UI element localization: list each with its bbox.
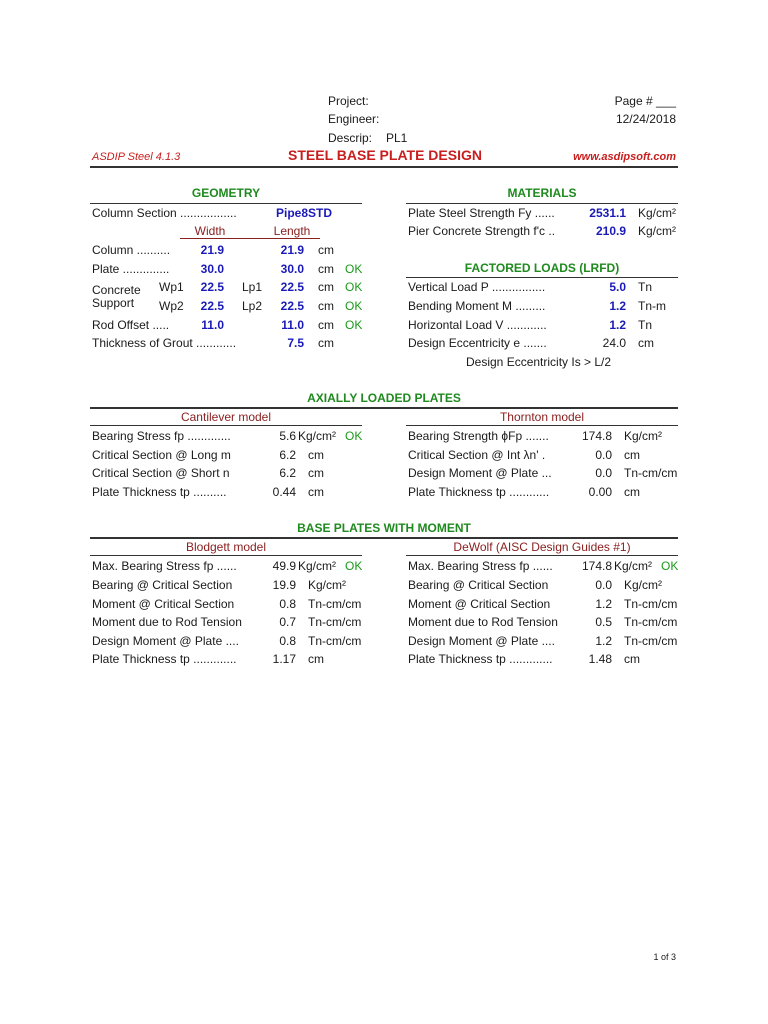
geometry-title: GEOMETRY bbox=[191, 186, 261, 200]
wp2-label: Wp2 bbox=[159, 299, 184, 313]
cantilever-row-label: Plate Thickness tp .......... bbox=[92, 485, 227, 499]
website-link[interactable]: www.asdipsoft.com bbox=[573, 151, 676, 163]
wp1-value: 22.5 bbox=[200, 280, 224, 294]
descrip-value: PL1 bbox=[386, 131, 408, 145]
plate-length: 30.0 bbox=[280, 262, 304, 276]
page-number: 1 of 3 bbox=[653, 952, 676, 962]
thornton-row-label: Design Moment @ Plate ... bbox=[408, 466, 552, 480]
lp2-value: 22.5 bbox=[280, 299, 304, 313]
horizontal-load-value: 1.2 bbox=[609, 318, 626, 332]
cantilever-row-value: 6.2 bbox=[279, 448, 296, 462]
thornton-row-unit: Kg/cm² bbox=[624, 429, 663, 443]
rod-offset-unit: cm bbox=[318, 318, 334, 332]
plate-unit: cm bbox=[318, 262, 334, 276]
dewolf-row-label: Max. Bearing Stress fp ...... bbox=[408, 559, 553, 573]
cantilever-row-unit: Kg/cm² bbox=[298, 429, 337, 443]
fy-label: Plate Steel Strength Fy ...... bbox=[408, 206, 555, 220]
blodgett-divider bbox=[90, 555, 362, 556]
dewolf-row-value: 1.2 bbox=[595, 597, 612, 611]
cantilever-title: Cantilever model bbox=[180, 410, 272, 424]
thornton-row-unit: cm bbox=[624, 485, 640, 499]
fy-unit: Kg/cm² bbox=[638, 206, 677, 220]
fc-label: Pier Concrete Strength f'c .. bbox=[408, 224, 556, 238]
cantilever-row-label: Critical Section @ Long m bbox=[92, 448, 231, 462]
rod-offset-ok: OK bbox=[345, 318, 363, 332]
grout-thickness-label: Thickness of Grout ............ bbox=[92, 336, 237, 350]
cantilever-row-value: 5.6 bbox=[279, 429, 296, 443]
cantilever-row-unit: cm bbox=[308, 485, 324, 499]
dewolf-row-label: Bearing @ Critical Section bbox=[408, 578, 549, 592]
materials-title: MATERIALS bbox=[507, 186, 577, 200]
page-title: STEEL BASE PLATE DESIGN bbox=[288, 147, 482, 163]
column-section-label: Column Section ................. bbox=[92, 206, 237, 220]
blodgett-row-ok: OK bbox=[345, 559, 363, 573]
blodgett-row-value: 0.8 bbox=[279, 634, 296, 648]
dewolf-row-unit: Kg/cm² bbox=[614, 559, 653, 573]
concrete-label: Concrete bbox=[92, 283, 141, 297]
dewolf-row-label: Moment @ Critical Section bbox=[408, 597, 551, 611]
eccentricity-label: Design Eccentricity e ....... bbox=[408, 336, 547, 350]
blodgett-row-label: Moment @ Critical Section bbox=[92, 597, 235, 611]
engineer-label: Engineer: bbox=[328, 112, 380, 126]
cantilever-row-label: Critical Section @ Short n bbox=[92, 466, 230, 480]
blodgett-row-unit: Kg/cm² bbox=[308, 578, 347, 592]
bending-moment-unit: Tn-m bbox=[638, 299, 666, 313]
blodgett-row-label: Moment due to Rod Tension bbox=[92, 615, 242, 629]
length-header: Length bbox=[273, 224, 311, 238]
support-label: Support bbox=[92, 296, 135, 310]
rod-offset-label: Rod Offset ..... bbox=[92, 318, 170, 332]
wp1-ok: OK bbox=[345, 280, 363, 294]
blodgett-row-unit: cm bbox=[308, 652, 324, 666]
cantilever-row-ok: OK bbox=[345, 429, 363, 443]
rod-offset-length: 11.0 bbox=[281, 318, 304, 332]
bending-moment-value: 1.2 bbox=[609, 299, 626, 313]
thornton-row-value: 0.0 bbox=[595, 466, 612, 480]
column-unit: cm bbox=[318, 243, 334, 257]
thornton-title: Thornton model bbox=[499, 410, 585, 424]
plate-width: 30.0 bbox=[200, 262, 224, 276]
dewolf-row-value: 1.48 bbox=[588, 652, 612, 666]
cantilever-divider bbox=[90, 425, 362, 426]
thornton-row-value: 174.8 bbox=[581, 429, 612, 443]
grout-thickness-value: 7.5 bbox=[287, 336, 304, 350]
axial-title: AXIALLY LOADED PLATES bbox=[307, 391, 461, 405]
width-header: Width bbox=[194, 224, 226, 238]
dewolf-row-unit: Kg/cm² bbox=[624, 578, 663, 592]
dewolf-row-unit: Tn-cm/cm bbox=[624, 634, 678, 648]
dewolf-divider bbox=[406, 555, 678, 556]
blodgett-row-label: Max. Bearing Stress fp ...... bbox=[92, 559, 237, 573]
wp1-label: Wp1 bbox=[159, 280, 184, 294]
plate-ok: OK bbox=[345, 262, 363, 276]
blodgett-row-value: 0.7 bbox=[279, 615, 296, 629]
cantilever-row-unit: cm bbox=[308, 448, 324, 462]
fc-unit: Kg/cm² bbox=[638, 224, 677, 238]
descrip-label: Descrip: bbox=[328, 131, 373, 145]
column-label: Column .......... bbox=[92, 243, 171, 257]
rod-offset-width: 11.0 bbox=[201, 318, 224, 332]
eccentricity-note: Design Eccentricity Is > L/2 bbox=[466, 355, 612, 369]
dewolf-row-label: Design Moment @ Plate .... bbox=[408, 634, 555, 648]
dewolf-row-unit: cm bbox=[624, 652, 640, 666]
blodgett-row-unit: Kg/cm² bbox=[298, 559, 337, 573]
loads-divider bbox=[406, 277, 678, 278]
thornton-row-label: Critical Section @ Int λn' . bbox=[408, 448, 546, 462]
fy-value: 2531.1 bbox=[589, 206, 626, 220]
cantilever-row-value: 6.2 bbox=[279, 466, 296, 480]
software-name: ASDIP Steel 4.1.3 bbox=[92, 151, 181, 163]
lp2-label: Lp2 bbox=[242, 299, 263, 313]
blodgett-row-label: Design Moment @ Plate .... bbox=[92, 634, 239, 648]
blodgett-row-unit: Tn-cm/cm bbox=[308, 615, 362, 629]
wp2-unit: cm bbox=[318, 299, 334, 313]
blodgett-title: Blodgett model bbox=[185, 540, 267, 554]
dewolf-row-label: Plate Thickness tp ............. bbox=[408, 652, 553, 666]
thornton-divider bbox=[406, 425, 678, 426]
dewolf-row-unit: Tn-cm/cm bbox=[624, 615, 678, 629]
blodgett-row-value: 49.9 bbox=[272, 559, 296, 573]
thornton-row-value: 0.00 bbox=[588, 485, 612, 499]
fc-value: 210.9 bbox=[595, 224, 626, 238]
column-width: 21.9 bbox=[200, 243, 224, 257]
dewolf-row-value: 0.5 bbox=[595, 615, 612, 629]
cantilever-row-label: Bearing Stress fp ............. bbox=[92, 429, 231, 443]
dewolf-row-value: 0.0 bbox=[595, 578, 612, 592]
thornton-row-unit: cm bbox=[624, 448, 640, 462]
width-length-underline bbox=[180, 238, 320, 239]
loads-title: FACTORED LOADS (LRFD) bbox=[464, 261, 620, 275]
moment-divider bbox=[90, 537, 678, 539]
eccentricity-unit: cm bbox=[638, 336, 654, 350]
vertical-load-value: 5.0 bbox=[609, 280, 626, 294]
bending-moment-label: Bending Moment M ......... bbox=[408, 299, 546, 313]
materials-divider bbox=[406, 203, 678, 204]
blodgett-row-value: 1.17 bbox=[272, 652, 296, 666]
thornton-row-label: Plate Thickness tp ............ bbox=[408, 485, 550, 499]
axial-divider bbox=[90, 407, 678, 409]
wp2-ok: OK bbox=[345, 299, 363, 313]
blodgett-row-unit: Tn-cm/cm bbox=[308, 634, 362, 648]
dewolf-row-unit: Tn-cm/cm bbox=[624, 597, 678, 611]
thornton-row-label: Bearing Strength ϕFp ....... bbox=[408, 429, 549, 443]
blodgett-row-value: 19.9 bbox=[272, 578, 296, 592]
horizontal-load-label: Horizontal Load V ............ bbox=[408, 318, 547, 332]
blodgett-row-value: 0.8 bbox=[279, 597, 296, 611]
horizontal-load-unit: Tn bbox=[638, 318, 653, 332]
cantilever-row-unit: cm bbox=[308, 466, 324, 480]
column-section-value: Pipe8STD bbox=[275, 206, 332, 220]
blodgett-row-label: Bearing @ Critical Section bbox=[92, 578, 233, 592]
report-date: 12/24/2018 bbox=[615, 112, 676, 126]
lp1-value: 22.5 bbox=[280, 280, 304, 294]
grout-thickness-unit: cm bbox=[318, 336, 334, 350]
dewolf-row-value: 174.8 bbox=[581, 559, 612, 573]
vertical-load-label: Vertical Load P ................ bbox=[408, 280, 546, 294]
project-label: Project: bbox=[328, 94, 369, 108]
dewolf-row-value: 1.2 bbox=[595, 634, 612, 648]
moment-title: BASE PLATES WITH MOMENT bbox=[297, 521, 471, 535]
thornton-row-unit: Tn-cm/cm bbox=[624, 466, 678, 480]
wp1-unit: cm bbox=[318, 280, 334, 294]
dewolf-title: DeWolf (AISC Design Guides #1) bbox=[453, 540, 631, 554]
thornton-row-value: 0.0 bbox=[595, 448, 612, 462]
vertical-load-unit: Tn bbox=[638, 280, 653, 294]
column-length: 21.9 bbox=[280, 243, 304, 257]
eccentricity-value: 24.0 bbox=[602, 336, 626, 350]
header-divider bbox=[90, 166, 678, 168]
dewolf-row-label: Moment due to Rod Tension bbox=[408, 615, 558, 629]
page-label: Page # ___ bbox=[614, 94, 676, 108]
lp1-label: Lp1 bbox=[242, 280, 263, 294]
wp2-value: 22.5 bbox=[200, 299, 224, 313]
blodgett-row-label: Plate Thickness tp ............. bbox=[92, 652, 237, 666]
geometry-divider bbox=[90, 203, 362, 204]
dewolf-row-ok: OK bbox=[661, 559, 679, 573]
cantilever-row-value: 0.44 bbox=[272, 485, 296, 499]
blodgett-row-unit: Tn-cm/cm bbox=[308, 597, 362, 611]
plate-label: Plate .............. bbox=[92, 262, 170, 276]
